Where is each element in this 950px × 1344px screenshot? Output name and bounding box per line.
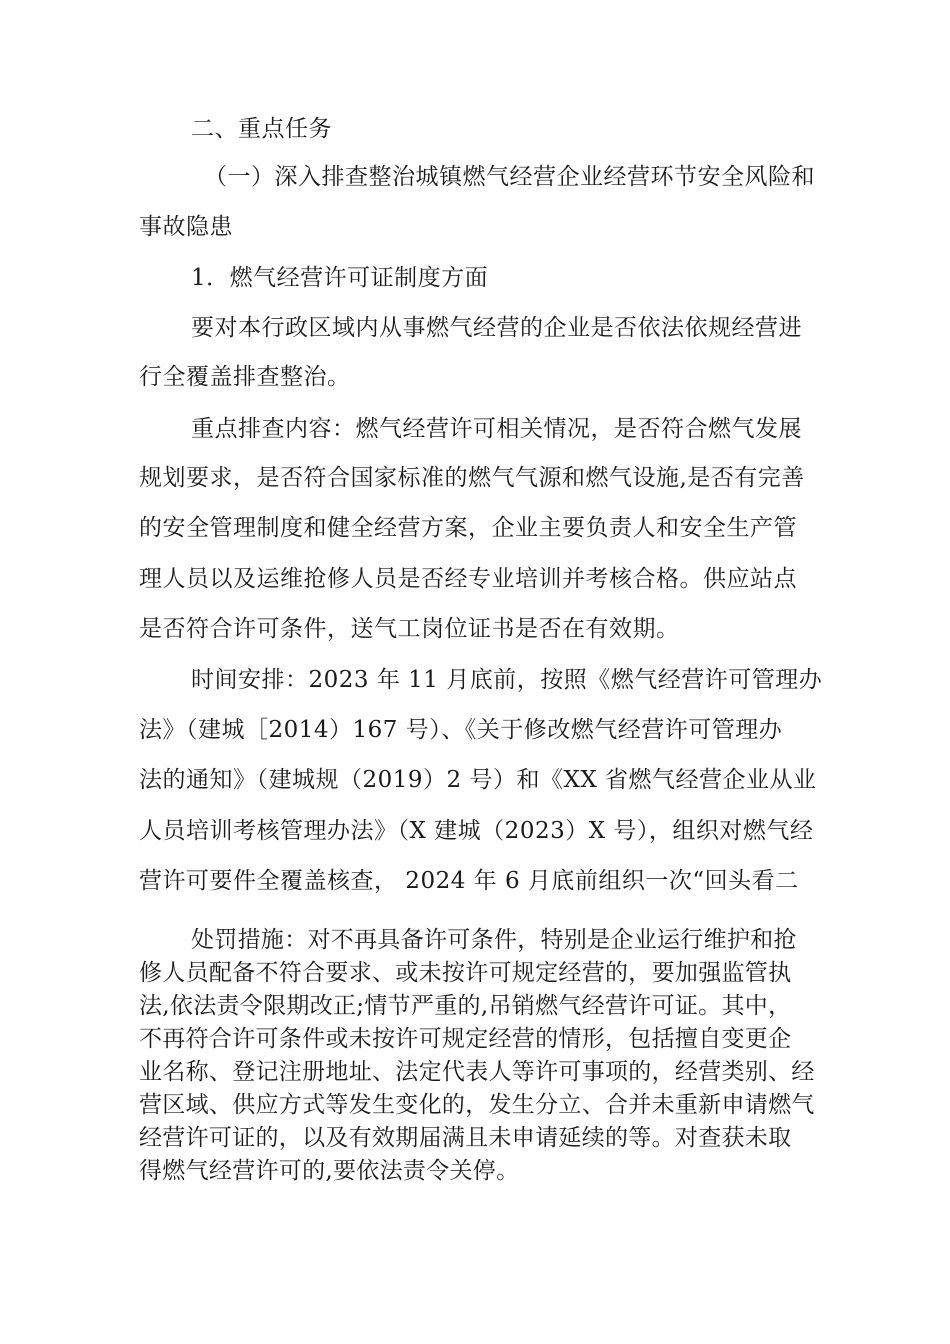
para4-line: 处罚措施：对不再具备许可条件，特别是企业运行维护和抢 bbox=[191, 927, 797, 953]
para2-line: 理人员以及运维抢修人员是否经专业培训并考核合格。供应站点 bbox=[139, 566, 797, 592]
para4-line: 经营许可证的，以及有效期届满且未申请延续的等。对查获未取 bbox=[139, 1125, 792, 1151]
para3-line: 法的通知》（建城规（2019）2 号）和《XX 省燃气经营企业从业 bbox=[139, 767, 817, 793]
para4-line: 业名称、登记注册地址、法定代表人等许可事项的，经营类别、经 bbox=[139, 1059, 815, 1085]
para4-line: 得燃气经营许可的,要依法责令关停。 bbox=[139, 1158, 520, 1184]
subheading-line-2: 事故隐患 bbox=[139, 214, 233, 240]
para4-line: 不再符合许可条件或未按许可规定经营的情形，包括擅自变更企 bbox=[139, 1026, 792, 1052]
para3-line: 法》（建城［2014）167 号）、《关于修改燃气经营许可管理办 bbox=[139, 717, 783, 743]
item-1-title: 1．燃气经营许可证制度方面 bbox=[191, 265, 489, 291]
para1-line: 要对本行政区域内从事燃气经营的企业是否依法依规经营进 bbox=[191, 315, 802, 341]
para4-line: 营区域、供应方式等发生变化的，发生分立、合并未重新申请燃气 bbox=[139, 1092, 815, 1118]
para3-line: 人员培训考核管理办法》（X 建城（2023）X 号），组织对燃气经 bbox=[139, 818, 814, 844]
subheading-line-1: （一）深入排查整治城镇燃气经营企业经营环节安全风险和 bbox=[204, 164, 815, 190]
section-heading: 二、重点任务 bbox=[191, 116, 332, 142]
para3-line: 营许可要件全覆盖核查， 2024 年 6 月底前组织一次“回头看二 bbox=[139, 868, 799, 894]
para2-line: 的安全管理制度和健全经营方案，企业主要负责人和安全生产管 bbox=[139, 515, 797, 541]
para3-line: 时间安排：2023 年 11 月底前，按照《燃气经营许可管理办 bbox=[191, 667, 823, 693]
para2-line: 重点排查内容：燃气经营许可相关情况，是否符合燃气发展 bbox=[191, 416, 802, 442]
para4-line: 修人员配备不符合要求、或未按许可规定经营的，要加强监管执 bbox=[139, 960, 792, 986]
para1-line: 行全覆盖排查整治。 bbox=[139, 364, 351, 390]
para2-line: 是否符合许可条件，送气工岗位证书是否在有效期。 bbox=[139, 616, 680, 642]
para2-line: 规划要求，是否符合国家标准的燃气气源和燃气设施,是否有完善 bbox=[139, 465, 805, 491]
para4-line: 法,依法责令限期改正;情节严重的,吊销燃气经营许可证。其中， bbox=[139, 993, 792, 1019]
